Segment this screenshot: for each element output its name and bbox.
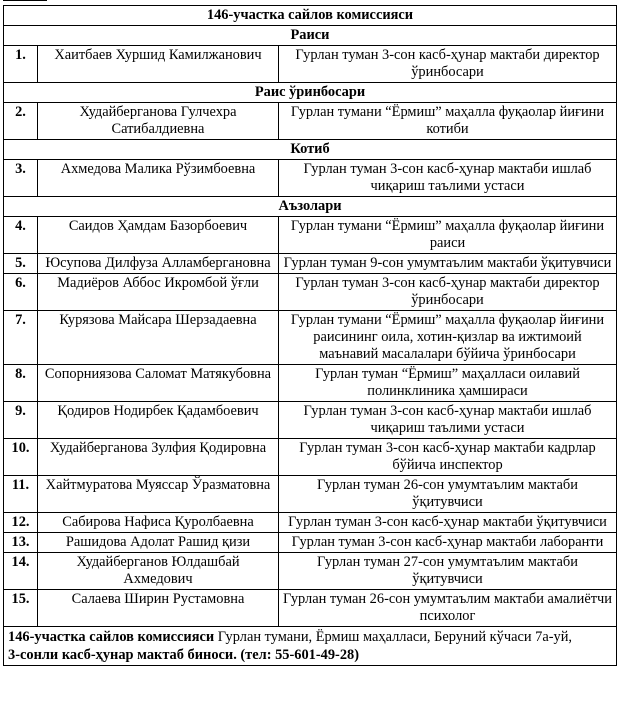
member-name: Юсупова Дилфуза Алламбергановна <box>38 254 279 274</box>
member-name: Хайтмуратова Муяссар Ўразматовна <box>38 476 279 513</box>
table-row <box>4 439 617 476</box>
member-position: Гурлан туман 3-сон касб-ҳунар мактаби директор ўринбосари <box>279 46 617 83</box>
member-name: Сопорниязова Саломат Матякубовна <box>38 365 279 402</box>
section-heading-row <box>4 83 617 103</box>
section-heading: Раис ўринбосари <box>4 83 617 103</box>
member-name: Мадиёров Аббос Икромбой ўғли <box>38 274 279 311</box>
table-row <box>4 103 617 140</box>
row-number: 3. <box>4 160 38 197</box>
commission-table-body <box>4 6 617 666</box>
member-name: Салаева Ширин Рустамовна <box>38 590 279 627</box>
table-row <box>4 590 617 627</box>
row-number: 2. <box>4 103 38 140</box>
section-heading: Аъзолари <box>4 197 617 217</box>
table-row <box>4 46 617 83</box>
member-position: Гурлан туман 26-сон умумтаълим мактаби ўқитувчиси <box>279 476 617 513</box>
address-footer <box>4 627 617 666</box>
table-row <box>4 476 617 513</box>
commission-table <box>3 5 617 666</box>
table-row <box>4 217 617 254</box>
footer-row <box>4 627 617 666</box>
footer-commission-name: 146-участка сайлов комиссияси <box>8 629 215 645</box>
member-position: Гурлан тумани “Ёрмиш” маҳалла фуқаолар йиғини котиби <box>279 103 617 140</box>
table-row <box>4 513 617 533</box>
member-position: Гурлан туман 27-сон умумтаълим мактаби ўқитувчиси <box>279 553 617 590</box>
row-number: 13. <box>4 533 38 553</box>
row-number: 15. <box>4 590 38 627</box>
row-number: 7. <box>4 311 38 365</box>
section-heading: Раиси <box>4 26 617 46</box>
table-row <box>4 274 617 311</box>
row-number: 4. <box>4 217 38 254</box>
member-position: Гурлан тумани “Ёрмиш” маҳалла фуқаолар йиғини раиси <box>279 217 617 254</box>
section-heading-row <box>4 197 617 217</box>
member-name: Худайберганов Юлдашбай Ахмедович <box>38 553 279 590</box>
row-number: 8. <box>4 365 38 402</box>
section-heading-row <box>4 140 617 160</box>
table-row <box>4 160 617 197</box>
member-position: Гурлан туман 3-сон касб-ҳунар мактаби директор ўринбосари <box>279 274 617 311</box>
row-number: 6. <box>4 274 38 311</box>
member-position: Гурлан туман 3-сон касб-ҳунар мактаби ўқитувчиси <box>279 513 617 533</box>
member-position: Гурлан туман 3-сон касб-ҳунар мактаби ишлаб чиқариш таълими устаси <box>279 402 617 439</box>
member-name: Саидов Ҳамдам Базорбоевич <box>38 217 279 254</box>
row-number: 9. <box>4 402 38 439</box>
top-rule <box>3 0 47 1</box>
footer-address: Гурлан тумани, Ёрмиш маҳалласи, Беруний кўчаси 7а-уй, <box>214 629 573 645</box>
row-number: 14. <box>4 553 38 590</box>
section-heading: Котиб <box>4 140 617 160</box>
member-name: Қодиров Нодирбек Қадамбоевич <box>38 402 279 439</box>
row-number: 10. <box>4 439 38 476</box>
member-name: Худайберганова Зулфия Қодировна <box>38 439 279 476</box>
footer-building-phone: 3-сонли касб-ҳунар мактаб биноси. (тел: 55-601-49-28) <box>8 647 360 663</box>
table-row <box>4 402 617 439</box>
row-number: 5. <box>4 254 38 274</box>
row-number: 1. <box>4 46 38 83</box>
member-name: Худайберганова Гулчехра Сатибалдиевна <box>38 103 279 140</box>
table-row <box>4 533 617 553</box>
table-title: 146-участка сайлов комиссияси <box>4 6 617 26</box>
table-row <box>4 365 617 402</box>
member-position: Гурлан туман “Ёрмиш” маҳалласи оилавий полинклиника ҳамшираси <box>279 365 617 402</box>
member-position: Гурлан туман 3-сон касб-ҳунар мактаби ишлаб чиқариш таълими устаси <box>279 160 617 197</box>
row-number: 11. <box>4 476 38 513</box>
table-row <box>4 311 617 365</box>
member-position: Гурлан туман 9-сон умумтаълим мактаби ўқитувчиси <box>279 254 617 274</box>
table-row <box>4 254 617 274</box>
member-position: Гурлан туман 3-сон касб-ҳунар мактаби кадрлар бўйича инспектор <box>279 439 617 476</box>
member-name: Курязова Майсара Шерзадаевна <box>38 311 279 365</box>
row-number: 12. <box>4 513 38 533</box>
member-name: Ахмедова Малика Рўзимбоевна <box>38 160 279 197</box>
member-position: Гурлан туман 26-сон умумтаълим мактаби амалиётчи психолог <box>279 590 617 627</box>
member-name: Сабирова Нафиса Қуролбаевна <box>38 513 279 533</box>
member-name: Хаитбаев Хуршид Камилжанович <box>38 46 279 83</box>
table-row <box>4 553 617 590</box>
member-position: Гурлан туман 3-сон касб-ҳунар мактаби лаборанти <box>279 533 617 553</box>
member-position: Гурлан тумани “Ёрмиш” маҳалла фуқаолар йиғини раисининг оила, хотин-қизлар ва ижтимоий маънавий масалалари бўйича ўринбосари <box>279 311 617 365</box>
member-name: Рашидова Адолат Рашид қизи <box>38 533 279 553</box>
section-heading-row <box>4 26 617 46</box>
